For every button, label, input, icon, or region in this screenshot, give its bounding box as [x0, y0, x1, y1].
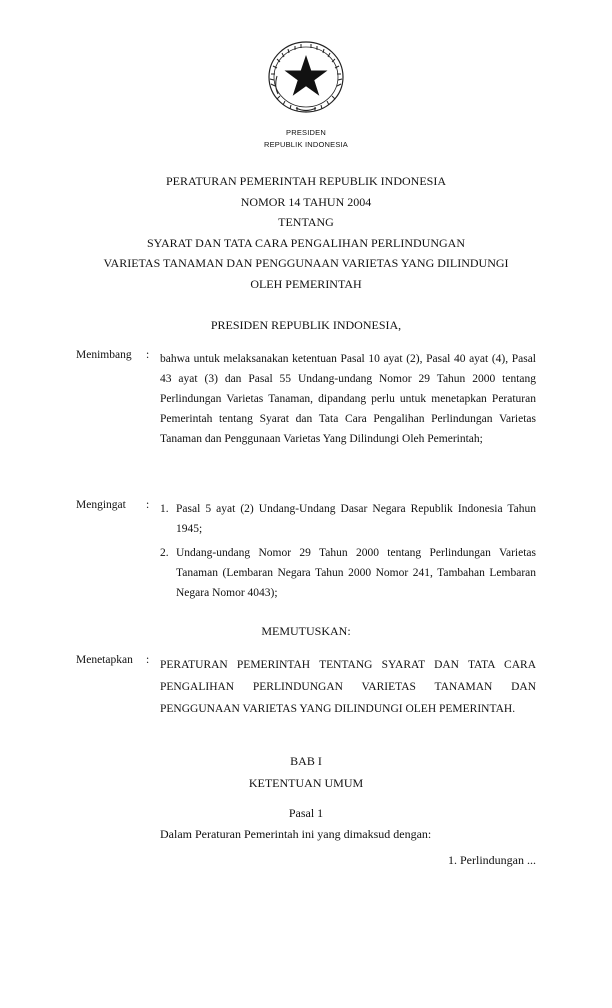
title-line: OLEH PEMERINTAH — [250, 276, 362, 291]
page-continuation: 1. Perlindungan ... — [448, 853, 536, 867]
menetapkan-body — [160, 654, 536, 720]
menetapkan-colon: : — [146, 654, 150, 666]
menetapkan-text: PERATURAN PEMERINTAH TENTANG SYARAT DAN TATA CARA PENGALIHAN PERLINDUNGAN VARIETAS TANAMAN DAN PENGGUNAAN VARIETAS YANG DILINDUNGI OLEH PEMERINTAH. — [160, 659, 536, 715]
title-line: VARIETAS TANAMAN DAN PENGGUNAAN VARIETAS YANG DILINDUNGI — [103, 256, 509, 270]
memutuskan-heading: MEMUTUSKAN: — [261, 624, 351, 638]
title-line: PERATURAN PEMERINTAH REPUBLIK INDONESIA — [165, 174, 447, 188]
list-item — [160, 499, 536, 539]
list-item — [160, 543, 536, 603]
presidential-emblem — [266, 40, 346, 116]
chapter-number: BAB I — [290, 754, 322, 768]
regulation-title — [0, 171, 612, 294]
mengingat-colon: : — [146, 499, 150, 511]
org-line-republik: REPUBLIK INDONESIA — [263, 140, 349, 149]
garuda-star-emblem-icon — [266, 40, 346, 116]
org-line-presiden: PRESIDEN — [286, 128, 326, 137]
menimbang-colon: : — [146, 349, 150, 361]
list-item-text: Undang-undang Nomor 29 Tahun 2000 tentang Perlindungan Varietas Tanaman (Lembaran Negara Tahun 2000 Nomor 241, Tambahan Lembaran Negara Nomor 4043); — [176, 547, 536, 599]
menimbang-text: bahwa untuk melaksanakan ketentuan Pasal 10 ayat (2), Pasal 40 ayat (4), Pasal 43 ayat (3) dan Pasal 55 Undang-undang Nomor 29 Tahun 2000 tentang Perlindungan Varietas Tanaman, dipandang perlu untuk menetapkan Peraturan Pemerintah tentang Syarat dan Tata Cara Pengalihan Perlindungan Varietas Tanaman dan Penggunaan Varietas Yang Dilindungi Oleh Pemerintah; — [160, 353, 536, 445]
mengingat-body — [160, 499, 536, 603]
list-item-number: 2. — [160, 547, 169, 559]
article-heading: Pasal 1 — [288, 806, 324, 820]
title-line: NOMOR 14 TAHUN 2004 — [240, 194, 372, 209]
list-item-number: 1. — [160, 503, 169, 515]
menimbang-body — [160, 349, 536, 449]
title-line: SYARAT DAN TATA CARA PENGALIHAN PERLINDUNGAN — [147, 235, 465, 250]
mengingat-label: Mengingat — [76, 499, 126, 511]
president-line: PRESIDEN REPUBLIK INDONESIA, — [210, 318, 402, 332]
article-intro: Dalam Peraturan Pemerintah ini yang dimaksud dengan: — [160, 827, 432, 841]
list-item-text: Pasal 5 ayat (2) Undang-Undang Dasar Negara Republik Indonesia Tahun 1945; — [176, 503, 536, 535]
title-line: TENTANG — [278, 215, 334, 229]
menimbang-label: Menimbang — [76, 349, 132, 361]
chapter-title: KETENTUAN UMUM — [248, 776, 364, 790]
menetapkan-label: Menetapkan — [76, 654, 133, 666]
